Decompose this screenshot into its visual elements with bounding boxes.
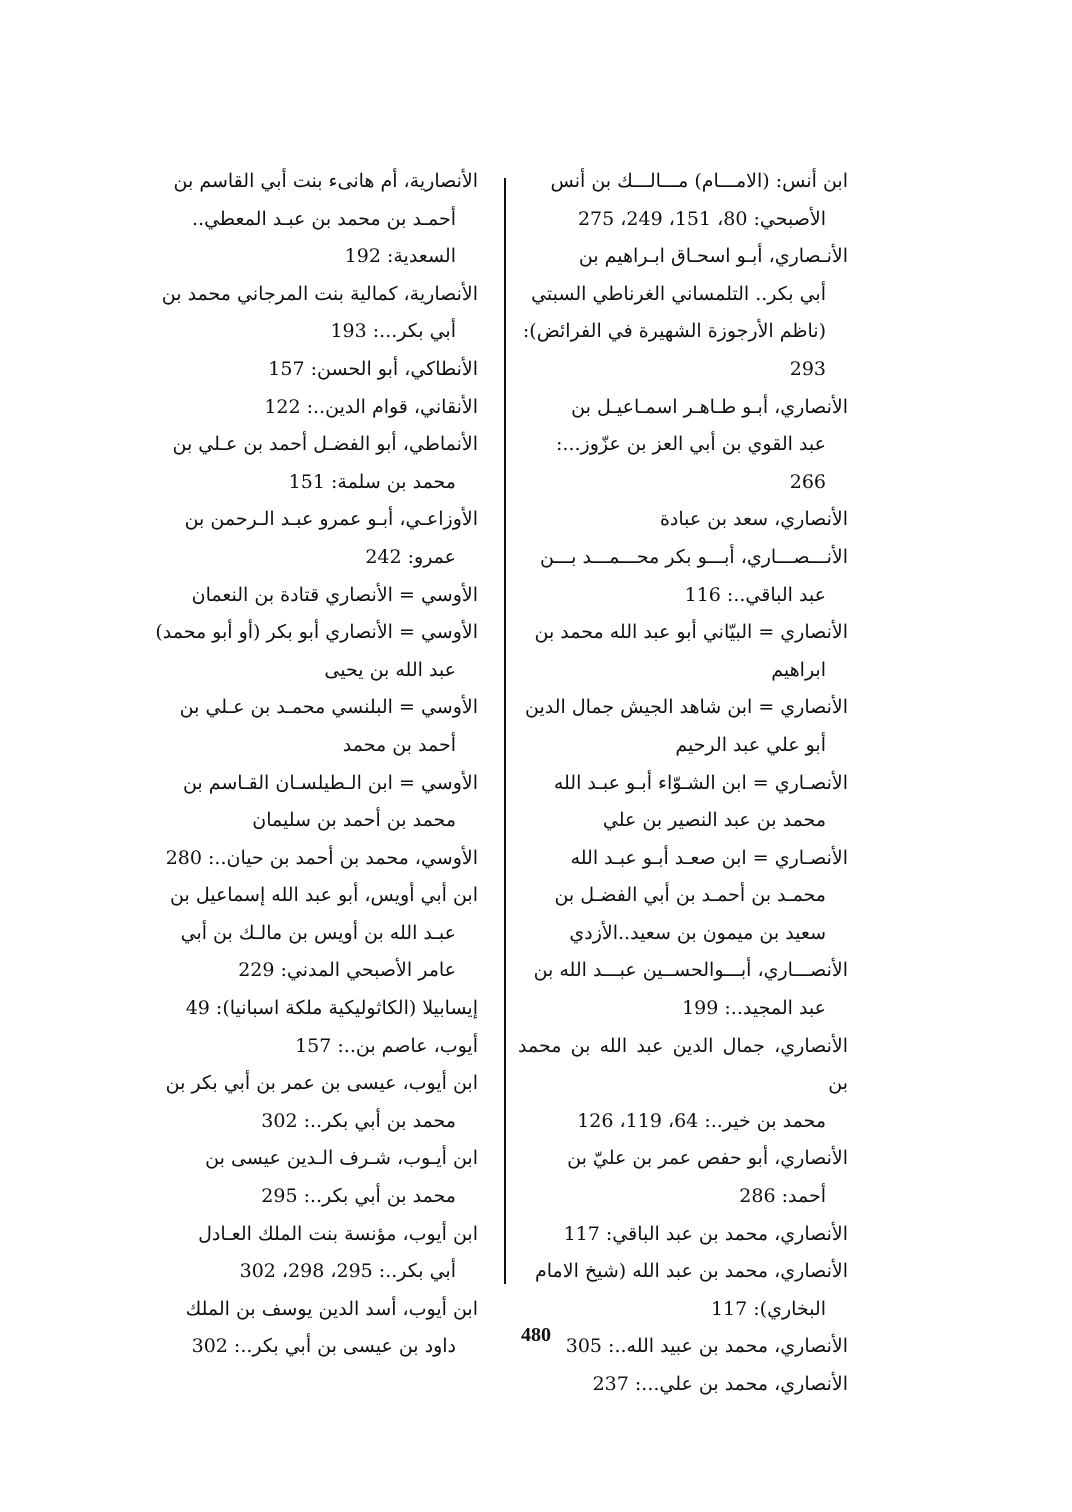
entry-heading-line: الأنصاري، محمد بن عبد الله (شيخ الامام bbox=[535, 1260, 848, 1283]
index-entry bbox=[518, 952, 848, 1027]
entry-heading-line: ابن أبي أويس، أبو عبد الله إسماعيل بن bbox=[170, 884, 478, 907]
entry-heading-line: ابن أيوب، عيسى بن عمر بن أبي بكر بن bbox=[165, 1072, 478, 1095]
entry-heading-line: ابن أيوب، مؤنسة بنت الملك العـادل bbox=[198, 1222, 478, 1245]
entry-continuation-line: عبد الباقي..: 116 bbox=[684, 583, 826, 606]
entry-continuation-line: أحمد: 286 bbox=[739, 1185, 826, 1208]
index-entry bbox=[148, 990, 478, 1028]
entry-heading-line: ابن أيوب، أسد الدين يوسف بن الملك bbox=[185, 1297, 478, 1320]
index-entry bbox=[518, 1140, 848, 1215]
index-entry bbox=[518, 765, 848, 840]
entry-continuation-line: محمد بن أبي بكر..: 295 bbox=[261, 1185, 456, 1208]
entry-continuation-line: عامر الأصبحي المدني: 229 bbox=[238, 959, 456, 982]
index-entry bbox=[148, 501, 478, 576]
entry-continuation-line: عبد الله بن يحيى bbox=[324, 658, 456, 681]
entry-continuation-line: محمـد بن أحمـد بن أبي الفضـل بن bbox=[554, 884, 826, 907]
entry-continuation-line: عبد القوي بن أبي العز بن عزّوز...: bbox=[556, 433, 826, 456]
entry-continuation-line: محمد بن خير..: 64، 119، 126 bbox=[577, 1109, 826, 1132]
entry-heading-line: ابن أيـوب، شـرف الـدين عيسى بن bbox=[205, 1147, 478, 1170]
index-entry bbox=[148, 1028, 478, 1066]
index-entry bbox=[148, 689, 478, 764]
entry-continuation-line: أبي بكر...: 193 bbox=[330, 320, 456, 343]
entry-heading-line: الأنماطي، أبو الفضـل أحمد بن عـلي بن bbox=[172, 433, 478, 456]
entry-heading-line: الأنصارية، أم هانىء بنت أبي القاسم بن bbox=[173, 170, 478, 192]
index-entry bbox=[518, 539, 848, 614]
entry-continuation-line: سعيد بن ميمون بن سعيد..الأزدي bbox=[569, 921, 826, 944]
entry-heading-line: الأنصاري، جمال الدين عبد الله بن محمد بن bbox=[518, 1034, 848, 1095]
index-entry bbox=[518, 1253, 848, 1328]
entry-continuation-line: أبي بكر.. التلمساني الغرناطي السبتي bbox=[531, 282, 826, 305]
entry-continuation-line: محمد بن سلمة: 151 bbox=[288, 470, 456, 493]
page-number: 480 bbox=[521, 1324, 551, 1346]
entry-heading-line: الأنصاري = البيّاني أبو عبد الله محمد بن bbox=[534, 621, 848, 644]
entry-continuation-line: عبد المجيد..: 199 bbox=[682, 997, 826, 1020]
index-entry bbox=[518, 1366, 848, 1404]
index-entry bbox=[518, 1028, 848, 1141]
index-entry bbox=[518, 614, 848, 689]
entry-continuation-line: البخاري): 117 bbox=[710, 1297, 826, 1320]
entry-heading-line: الأوزاعـي، أبـو عمرو عبـد الـرحمن بن bbox=[184, 508, 478, 531]
index-entry bbox=[518, 389, 848, 502]
entry-continuation-line: محمد بن عبد النصير بن علي bbox=[602, 809, 826, 832]
index-entry bbox=[148, 276, 478, 351]
entry-heading-line: الأنصـــاري، أبـــوالحســين عبـــد الله بن bbox=[533, 959, 848, 982]
index-entry bbox=[148, 577, 478, 615]
index-entry bbox=[148, 1140, 478, 1215]
index-entry bbox=[148, 840, 478, 878]
index-column-right bbox=[518, 163, 848, 1404]
index-entry bbox=[518, 501, 848, 539]
entry-continuation-line: ابراهيم bbox=[771, 658, 826, 681]
index-column-left bbox=[148, 163, 478, 1366]
index-entry bbox=[148, 389, 478, 427]
entry-heading-line: الأنـــصـــاري، أبـــو بكر محـــمـــد بـــن bbox=[540, 545, 848, 568]
entry-heading-line: الأوسي = الأنصاري أبو بكر (أو أبو محمد) bbox=[155, 621, 478, 644]
entry-heading-line: الأنصارية، كمالية بنت المرجاني محمد بن bbox=[161, 282, 478, 305]
entry-continuation-line: أبي بكر..: 295، 298، 302 bbox=[239, 1260, 456, 1283]
entry-heading-line: أيوب، عاصم بن..: 157 bbox=[295, 1034, 478, 1057]
index-entry bbox=[148, 163, 478, 276]
entry-heading-line: ابن أنس: (الامـــام) مـــالـــك بن أنس bbox=[550, 170, 848, 192]
index-entry bbox=[518, 689, 848, 764]
entry-continuation-line: الأصبحي: 80، 151، 249، 275 bbox=[577, 207, 826, 230]
entry-heading-line: الأوسي، محمد بن أحمد بن حيان..: 280 bbox=[165, 846, 478, 869]
index-entry bbox=[518, 840, 848, 953]
entry-heading-line: الأنصاري، محمد بن علي...: 237 bbox=[592, 1373, 848, 1395]
entry-heading-line: الأوسي = البلنسي محمـد بن عـلي بن bbox=[179, 696, 478, 719]
index-entry bbox=[518, 1216, 848, 1254]
entry-heading-line: الأنصاري، محمد بن عبد الباقي: 117 bbox=[563, 1222, 848, 1245]
index-entry bbox=[148, 1216, 478, 1291]
entry-heading-line: الأنصاري، سعد بن عبادة bbox=[659, 508, 848, 531]
column-divider bbox=[504, 178, 506, 1284]
entry-heading-line: الأنقاني، قوام الدين..: 122 bbox=[264, 395, 478, 418]
entry-continuation-line: 293 bbox=[789, 357, 826, 380]
entry-heading-line: الأوسي = ابن الـطيلسـان القـاسم بن bbox=[182, 771, 478, 794]
entry-continuation-line: (ناظم الأرجوزة الشهيرة في الفرائض): bbox=[522, 320, 826, 343]
index-entry bbox=[148, 1065, 478, 1140]
entry-continuation-line: محمد بن أحمد بن سليمان bbox=[252, 809, 456, 832]
entry-heading-line: إيسابيلا (الكاثوليكية ملكة اسبانيا): 49 bbox=[185, 997, 478, 1020]
entry-continuation-line: عبـد الله بن أويس بن مالـك بن أبي bbox=[180, 921, 456, 944]
entry-continuation-line: أحمد بن محمد bbox=[342, 733, 456, 756]
index-entry bbox=[518, 163, 848, 238]
entry-heading-line: الأنصـاري = ابن صعـد أبـو عبـد الله bbox=[570, 846, 848, 869]
entry-heading-line: الأنـصاري، أبـو اسحـاق ابـراهيم بن bbox=[578, 245, 848, 268]
index-entry bbox=[148, 877, 478, 990]
entry-continuation-line: أحمـد بن محمد بن عبـد المعطي.. bbox=[192, 207, 456, 230]
entry-continuation-line: عمرو: 242 bbox=[365, 545, 456, 568]
entry-heading-line: الأنصاري، محمد بن عبيد الله..: 305 bbox=[565, 1335, 848, 1358]
entry-heading-line: الأوسي = الأنصاري قتادة بن النعمان bbox=[191, 583, 478, 606]
index-entry bbox=[148, 351, 478, 389]
index-entry bbox=[148, 765, 478, 840]
entry-heading-line: الأنصاري، أبـو طـاهـر اسمـاعيـل بن bbox=[571, 395, 848, 418]
entry-continuation-line: 266 bbox=[789, 470, 826, 493]
entry-continuation-line: السعدية: 192 bbox=[344, 245, 456, 268]
entry-heading-line: الأنصاري، أبو حفص عمر بن عليّ بن bbox=[567, 1147, 848, 1170]
entry-heading-line: الأنصـاري = ابن الشـوّاء أبـو عبـد الله bbox=[553, 771, 848, 794]
entry-heading-line: الأنطاكي، أبو الحسن: 157 bbox=[268, 357, 478, 380]
entry-continuation-line: داود بن عيسى بن أبي بكر..: 302 bbox=[191, 1335, 456, 1358]
entry-continuation-line: أبو علي عبد الرحيم bbox=[675, 733, 826, 756]
index-entry bbox=[148, 426, 478, 501]
entry-heading-line: الأنصاري = ابن شاهد الجيش جمال الدين bbox=[524, 696, 848, 719]
index-entry bbox=[518, 238, 848, 388]
index-entry bbox=[148, 614, 478, 689]
entry-continuation-line: محمد بن أبي بكر..: 302 bbox=[261, 1109, 456, 1132]
